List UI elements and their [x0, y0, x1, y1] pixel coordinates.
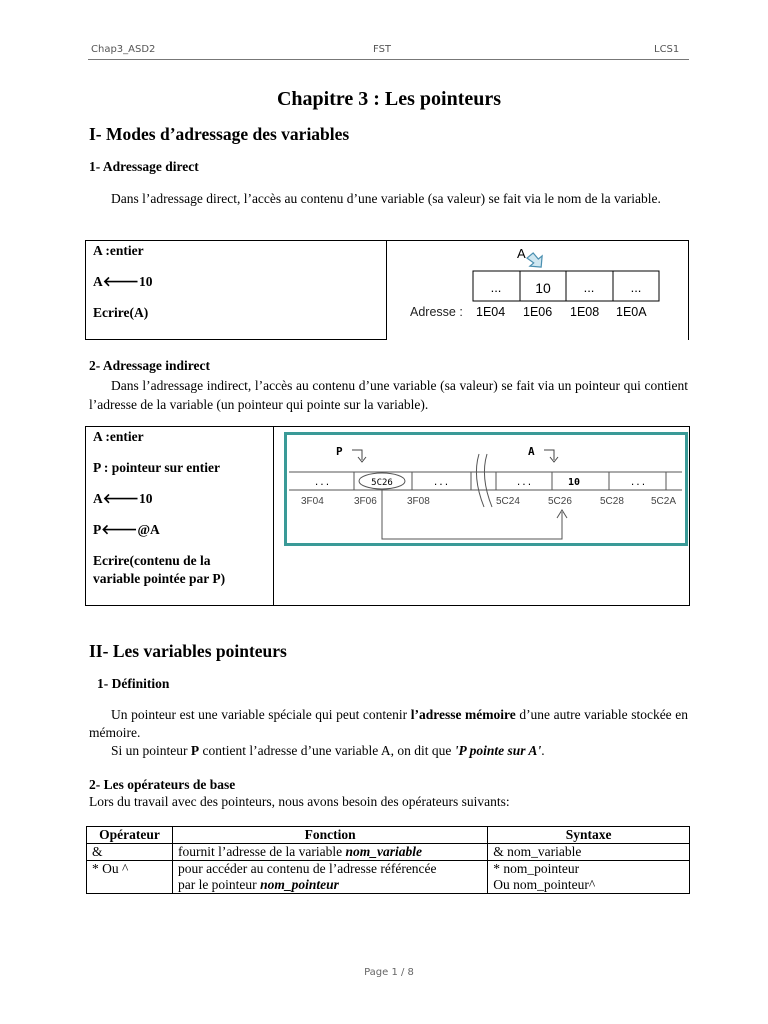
- indirect-box-divider: [273, 427, 274, 605]
- header-left: Chap3_ASD2: [91, 44, 156, 55]
- code-line: Ecrire(contenu de la: [93, 553, 211, 568]
- page-number: Page 1 / 8: [364, 967, 414, 978]
- address-value: 3F04: [301, 496, 324, 507]
- address-value: 1E08: [570, 305, 600, 319]
- memory-cell: ...: [490, 280, 502, 295]
- operators-intro: Lors du travail avec des pointeurs, nous avons besoin des opérateurs suivants:: [89, 794, 510, 809]
- column-header: Opérateur: [87, 827, 173, 844]
- memory-cell: 10: [535, 280, 551, 296]
- indirect-text: Dans l’adressage indirect, l’accès au contenu d’une variable (sa valeur) se fait via un pointeur qui contient l’adresse de la variable (un pointeur qui pointe sur la variable).: [89, 378, 688, 412]
- address-value: 5C24: [496, 496, 520, 507]
- page-title: Chapitre 3 : Les pointeurs: [276, 88, 502, 110]
- memory-cell: 5C26: [371, 478, 393, 488]
- address-value: 3F06: [354, 496, 377, 507]
- memory-cell: 10: [567, 477, 581, 488]
- code-line: variable pointée par P): [93, 571, 226, 586]
- direct-heading: 1- Adressage direct: [89, 159, 199, 174]
- address-value: 5C2A: [651, 496, 677, 507]
- address-value: 1E04: [476, 305, 506, 319]
- left-arrow-icon: 🡐: [102, 491, 139, 506]
- function-cell: pour accéder au contenu de l’adresse référencée par le pointeur nom_pointeur: [172, 861, 487, 894]
- address-value: 5C26: [548, 496, 572, 507]
- var-a-label: A: [528, 445, 535, 458]
- function-cell: fournit l’adresse de la variable nom_variable: [172, 844, 487, 861]
- code-line: Ecrire(A): [93, 305, 149, 320]
- header-right: LCS1: [654, 44, 680, 55]
- code-line: A :entier: [93, 243, 144, 258]
- syntax-cell: * nom_pointeur Ou nom_pointeur^: [488, 861, 690, 894]
- left-arrow-icon: 🡐: [102, 274, 139, 289]
- table-header-row: [87, 827, 690, 844]
- code-line: P🡐@A: [93, 522, 160, 537]
- direct-code-box: [85, 240, 387, 340]
- pointer-p-label: P: [336, 445, 343, 458]
- code-line: P : pointeur sur entier: [93, 460, 220, 475]
- operators-table: [86, 826, 690, 894]
- column-header: Syntaxe: [488, 827, 690, 844]
- direct-diagram-box: [386, 240, 689, 340]
- code-line: A🡐10: [93, 491, 153, 506]
- memory-cell: ...: [515, 478, 533, 488]
- pointer-arrow-icon: [525, 250, 548, 273]
- address-value: 1E0A: [616, 305, 647, 319]
- direct-memory-diagram: [386, 241, 689, 341]
- var-a-label: A: [517, 246, 526, 261]
- header-divider: [88, 59, 689, 60]
- operator-cell: * Ou ^: [87, 861, 173, 894]
- section-2-heading: II- Les variables pointeurs: [89, 641, 287, 661]
- left-arrow-icon: 🡐: [101, 522, 138, 537]
- table-row: [87, 844, 690, 861]
- indirect-memory-diagram: [284, 432, 688, 546]
- code-line: A :entier: [93, 429, 144, 444]
- memory-cell: ...: [630, 280, 642, 295]
- memory-cell: ...: [583, 280, 595, 295]
- address-label: Adresse :: [410, 305, 463, 319]
- definition-heading: 1- Définition: [97, 676, 170, 691]
- header-center: FST: [373, 44, 392, 55]
- address-value: 5C28: [600, 496, 624, 507]
- indirect-heading: 2- Adressage indirect: [89, 358, 210, 373]
- syntax-cell: & nom_variable: [488, 844, 690, 861]
- operators-heading: 2- Les opérateurs de base: [89, 777, 236, 792]
- memory-cell: ...: [313, 478, 331, 488]
- pointer-phrase: 'P pointe sur A': [454, 743, 542, 758]
- memory-cell: ...: [629, 478, 647, 488]
- column-header: Fonction: [172, 827, 487, 844]
- operator-cell: &: [87, 844, 173, 861]
- address-value: 1E06: [523, 305, 553, 319]
- direct-text: Dans l’adressage direct, l’accès au contenu d’une variable (sa valeur) se fait via le nom de la variable.: [111, 191, 661, 206]
- section-1-heading: I- Modes d’adressage des variables: [89, 124, 350, 144]
- bold-term: l’adresse mémoire: [410, 707, 516, 722]
- table-row: [87, 861, 690, 894]
- memory-cell: ...: [432, 478, 450, 488]
- definition-text: Un pointeur est une variable spéciale qui peut contenir l’adresse mémoire d’une autre variable stockée en mémoire. Si un pointeur P contient l’adresse d’une variable A, on dit que 'P pointe sur A'.: [89, 707, 688, 758]
- address-value: 3F08: [407, 496, 430, 507]
- code-line: A🡐10: [93, 274, 153, 289]
